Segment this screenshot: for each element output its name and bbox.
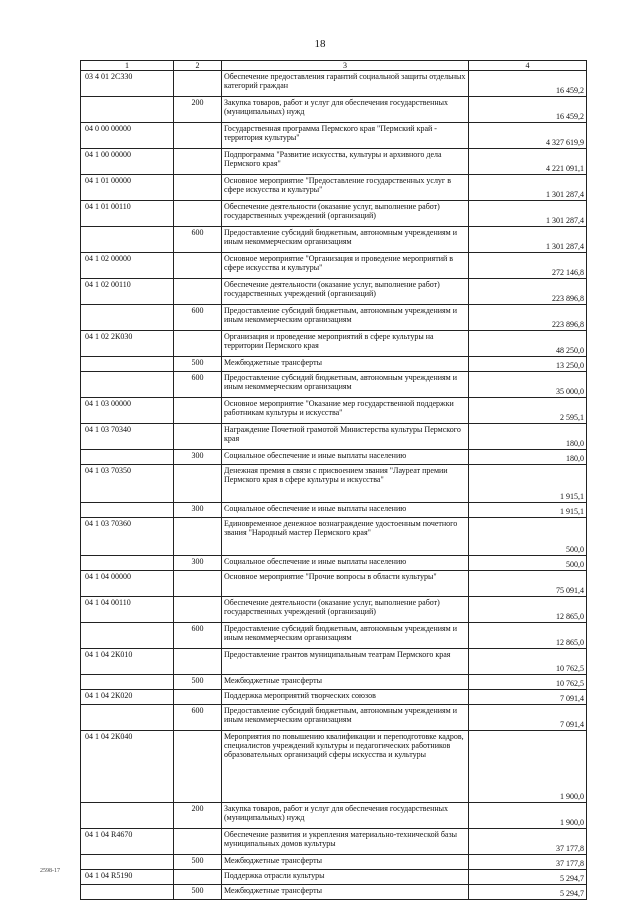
table-row	[81, 675, 587, 690]
header-col-1: 1	[81, 61, 174, 71]
row-name: Социальное обеспечение и иные выплаты населению	[222, 450, 469, 465]
table-row	[81, 623, 587, 649]
row-amount: 1 915,1	[469, 503, 587, 518]
row-expense-type	[174, 829, 222, 855]
row-name: Основное мероприятие "Организация и проведение мероприятий в сфере искусства и культуры"	[222, 253, 469, 279]
row-amount: 4 327 619,9	[469, 123, 587, 149]
row-amount: 12 865,0	[469, 597, 587, 623]
row-name: Обеспечение деятельности (оказание услуг, выполнение работ) государственных учреждений (организаций)	[222, 597, 469, 623]
row-expense-type	[174, 253, 222, 279]
table-row	[81, 885, 587, 900]
row-code	[81, 885, 174, 900]
row-name: Подпрограмма "Развитие искусства, культуры и архивного дела Пермского края"	[222, 149, 469, 175]
row-amount: 1 900,0	[469, 731, 587, 803]
table-row	[81, 803, 587, 829]
row-code	[81, 227, 174, 253]
row-expense-type	[174, 731, 222, 803]
row-expense-type	[174, 597, 222, 623]
table-row	[81, 372, 587, 398]
table-row	[81, 71, 587, 97]
row-expense-type: 600	[174, 623, 222, 649]
table-row	[81, 450, 587, 465]
row-name: Обеспечение предоставления гарантий социальной защиты отдельных категорий граждан	[222, 71, 469, 97]
row-name: Основное мероприятие "Прочие вопросы в области культуры"	[222, 571, 469, 597]
table-row	[81, 690, 587, 705]
row-code: 04 1 03 70350	[81, 465, 174, 503]
table-row	[81, 149, 587, 175]
row-expense-type: 600	[174, 227, 222, 253]
row-amount: 1 915,1	[469, 465, 587, 503]
row-name: Межбюджетные трансферты	[222, 885, 469, 900]
row-expense-type	[174, 279, 222, 305]
footer-code: 2598-17	[40, 868, 60, 874]
row-amount: 10 762,5	[469, 675, 587, 690]
budget-table	[80, 60, 587, 900]
table-row	[81, 175, 587, 201]
row-amount: 272 146,8	[469, 253, 587, 279]
table-body	[81, 71, 587, 900]
row-expense-type	[174, 331, 222, 357]
row-expense-type: 500	[174, 675, 222, 690]
row-amount: 223 896,8	[469, 305, 587, 331]
table-row	[81, 597, 587, 623]
row-code: 04 1 01 00110	[81, 201, 174, 227]
row-code	[81, 705, 174, 731]
header-col-4: 4	[469, 61, 587, 71]
row-name: Социальное обеспечение и иные выплаты населению	[222, 556, 469, 571]
table-row	[81, 357, 587, 372]
row-code	[81, 450, 174, 465]
row-name: Государственная программа Пермского края "Пермский край - территория культуры"	[222, 123, 469, 149]
row-name: Предоставление субсидий бюджетным, автономным учреждениям и иным некоммерческим организациям	[222, 623, 469, 649]
table-row	[81, 870, 587, 885]
row-name: Организация и проведение мероприятий в сфере культуры на территории Пермского края	[222, 331, 469, 357]
row-name: Межбюджетные трансферты	[222, 357, 469, 372]
row-name: Межбюджетные трансферты	[222, 855, 469, 870]
row-name: Закупка товаров, работ и услуг для обеспечения государственных (муниципальных) нужд	[222, 97, 469, 123]
row-expense-type	[174, 175, 222, 201]
row-code: 04 1 04 2К020	[81, 690, 174, 705]
row-amount: 5 294,7	[469, 885, 587, 900]
row-name: Межбюджетные трансферты	[222, 675, 469, 690]
row-code: 04 1 04 00000	[81, 571, 174, 597]
row-amount: 1 301 287,4	[469, 227, 587, 253]
row-amount: 37 177,8	[469, 855, 587, 870]
table-row	[81, 305, 587, 331]
table-row	[81, 279, 587, 305]
row-expense-type: 500	[174, 885, 222, 900]
table-row	[81, 424, 587, 450]
row-code	[81, 623, 174, 649]
row-code: 04 0 00 00000	[81, 123, 174, 149]
row-amount: 35 000,0	[469, 372, 587, 398]
table-row	[81, 705, 587, 731]
row-amount: 223 896,8	[469, 279, 587, 305]
row-code: 04 1 02 00110	[81, 279, 174, 305]
table-row	[81, 731, 587, 803]
row-name: Награждение Почетной грамотой Министерства культуры Пермского края	[222, 424, 469, 450]
row-name: Денежная премия в связи с присвоением звания "Лауреат премии Пермского края в сфере культуры и искусства"	[222, 465, 469, 503]
table-row	[81, 571, 587, 597]
row-amount: 5 294,7	[469, 870, 587, 885]
row-name: Мероприятия по повышению квалификации и переподготовке кадров, специалистов учреждений культуры и педагогических работников образовательных организаций сферы искусства и культуры	[222, 731, 469, 803]
table-row	[81, 649, 587, 675]
row-name: Закупка товаров, работ и услуг для обеспечения государственных (муниципальных) нужд	[222, 803, 469, 829]
row-code: 04 1 02 00000	[81, 253, 174, 279]
table-row	[81, 398, 587, 424]
row-name: Поддержка мероприятий творческих союзов	[222, 690, 469, 705]
row-amount: 75 091,4	[469, 571, 587, 597]
table-row	[81, 855, 587, 870]
row-amount: 7 091,4	[469, 690, 587, 705]
row-amount: 12 865,0	[469, 623, 587, 649]
row-code: 04 1 01 00000	[81, 175, 174, 201]
row-amount: 48 250,0	[469, 331, 587, 357]
row-expense-type: 500	[174, 357, 222, 372]
row-expense-type	[174, 424, 222, 450]
header-col-2: 2	[174, 61, 222, 71]
table-row	[81, 503, 587, 518]
row-expense-type	[174, 690, 222, 705]
row-code	[81, 675, 174, 690]
table-row	[81, 518, 587, 556]
header-row	[81, 61, 587, 71]
row-name: Предоставление субсидий бюджетным, автономным учреждениям и иным некоммерческим организациям	[222, 227, 469, 253]
row-amount: 7 091,4	[469, 705, 587, 731]
row-expense-type: 300	[174, 503, 222, 518]
row-expense-type: 600	[174, 705, 222, 731]
row-name: Предоставление субсидий бюджетным, автономным учреждениям и иным некоммерческим организациям	[222, 372, 469, 398]
row-code: 04 1 04 R4670	[81, 829, 174, 855]
row-expense-type: 600	[174, 372, 222, 398]
table-row	[81, 829, 587, 855]
row-code: 04 1 00 00000	[81, 149, 174, 175]
row-amount: 16 459,2	[469, 97, 587, 123]
table-row	[81, 97, 587, 123]
row-code: 03 4 01 2С330	[81, 71, 174, 97]
row-expense-type	[174, 71, 222, 97]
row-amount: 10 762,5	[469, 649, 587, 675]
row-amount: 37 177,8	[469, 829, 587, 855]
row-code: 04 1 04 2К040	[81, 731, 174, 803]
row-expense-type	[174, 149, 222, 175]
row-expense-type: 500	[174, 855, 222, 870]
row-amount: 180,0	[469, 424, 587, 450]
row-code: 04 1 03 70340	[81, 424, 174, 450]
row-code	[81, 97, 174, 123]
row-name: Социальное обеспечение и иные выплаты населению	[222, 503, 469, 518]
row-expense-type	[174, 201, 222, 227]
row-expense-type: 300	[174, 450, 222, 465]
row-code	[81, 305, 174, 331]
row-amount: 1 301 287,4	[469, 175, 587, 201]
row-name: Основное мероприятие "Предоставление государственных услуг в сфере искусства и культуры"	[222, 175, 469, 201]
table-row	[81, 331, 587, 357]
row-name: Обеспечение развития и укрепления материально-технической базы муниципальных домов культуры	[222, 829, 469, 855]
row-amount: 13 250,0	[469, 357, 587, 372]
row-expense-type: 300	[174, 556, 222, 571]
row-expense-type	[174, 870, 222, 885]
row-code: 04 1 02 2К030	[81, 331, 174, 357]
table-row	[81, 227, 587, 253]
row-name: Предоставление грантов муниципальным театрам Пермского края	[222, 649, 469, 675]
row-amount: 1 301 287,4	[469, 201, 587, 227]
row-code	[81, 803, 174, 829]
table-row	[81, 123, 587, 149]
row-expense-type	[174, 571, 222, 597]
row-code: 04 1 04 R5190	[81, 870, 174, 885]
page-number: 18	[314, 38, 326, 50]
row-code: 04 1 03 00000	[81, 398, 174, 424]
row-amount: 16 459,2	[469, 71, 587, 97]
row-code	[81, 372, 174, 398]
row-name: Предоставление субсидий бюджетным, автономным учреждениям и иным некоммерческим организациям	[222, 705, 469, 731]
row-expense-type	[174, 123, 222, 149]
table-row	[81, 253, 587, 279]
row-expense-type: 200	[174, 803, 222, 829]
row-expense-type	[174, 518, 222, 556]
row-amount: 500,0	[469, 556, 587, 571]
row-code	[81, 503, 174, 518]
row-amount: 180,0	[469, 450, 587, 465]
row-code: 04 1 03 70360	[81, 518, 174, 556]
table-row	[81, 556, 587, 571]
row-amount: 500,0	[469, 518, 587, 556]
table-row	[81, 201, 587, 227]
row-name: Обеспечение деятельности (оказание услуг, выполнение работ) государственных учреждений (организаций)	[222, 201, 469, 227]
row-expense-type	[174, 398, 222, 424]
row-code	[81, 855, 174, 870]
row-expense-type	[174, 649, 222, 675]
row-code: 04 1 04 00110	[81, 597, 174, 623]
row-expense-type	[174, 465, 222, 503]
row-name: Единовременное денежное вознаграждение удостоенным почетного звания "Народный мастер Пермского края"	[222, 518, 469, 556]
row-amount: 1 900,0	[469, 803, 587, 829]
header-col-3: 3	[222, 61, 469, 71]
row-amount: 4 221 091,1	[469, 149, 587, 175]
row-name: Основное мероприятие "Оказание мер государственной поддержки работникам культуры и искусства"	[222, 398, 469, 424]
row-amount: 2 595,1	[469, 398, 587, 424]
row-code	[81, 357, 174, 372]
row-name: Поддержка отрасли культуры	[222, 870, 469, 885]
row-code	[81, 556, 174, 571]
row-expense-type: 600	[174, 305, 222, 331]
row-expense-type: 200	[174, 97, 222, 123]
row-code: 04 1 04 2К010	[81, 649, 174, 675]
row-name: Обеспечение деятельности (оказание услуг, выполнение работ) государственных учреждений (организаций)	[222, 279, 469, 305]
row-name: Предоставление субсидий бюджетным, автономным учреждениям и иным некоммерческим организациям	[222, 305, 469, 331]
table-row	[81, 465, 587, 503]
